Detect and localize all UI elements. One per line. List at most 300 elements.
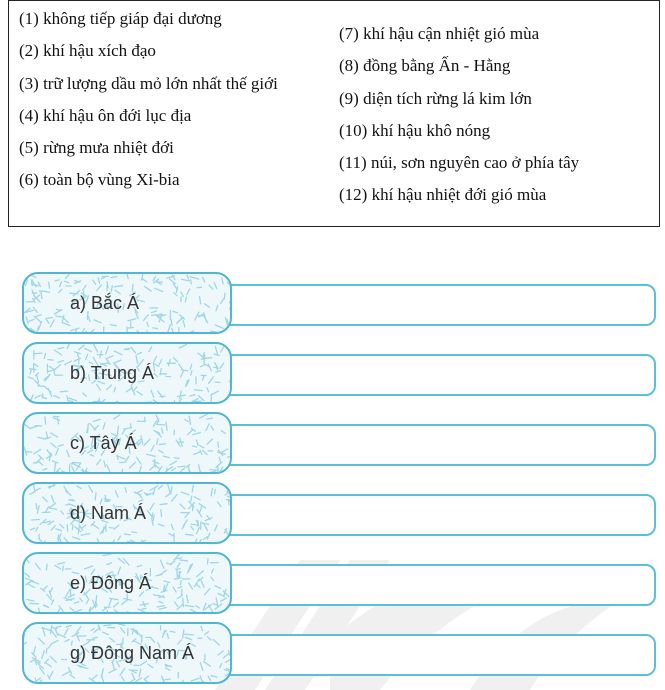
pattern-dash bbox=[200, 676, 203, 683]
pattern-dash bbox=[197, 571, 204, 577]
pattern-dash bbox=[25, 425, 30, 429]
pattern-dash bbox=[201, 663, 203, 671]
pattern-dash bbox=[38, 664, 43, 668]
pattern-dash bbox=[200, 297, 201, 304]
pattern-dash bbox=[216, 371, 221, 372]
pattern-dash bbox=[228, 541, 232, 544]
pattern-dash bbox=[139, 682, 140, 684]
pattern-dash bbox=[209, 285, 213, 289]
pattern-dash bbox=[30, 369, 36, 370]
pattern-dash bbox=[149, 472, 155, 474]
answer-field-tay-a[interactable] bbox=[206, 424, 656, 466]
pattern-dash bbox=[207, 439, 212, 444]
pattern-dash bbox=[51, 433, 58, 437]
pattern-dash bbox=[39, 461, 43, 465]
pattern-dash bbox=[205, 304, 210, 308]
pattern-dash bbox=[152, 315, 157, 316]
pattern-dash bbox=[151, 311, 156, 313]
pattern-dash bbox=[187, 275, 189, 279]
pattern-dash bbox=[155, 288, 163, 291]
pattern-dash bbox=[174, 554, 179, 560]
pattern-dash bbox=[58, 445, 63, 447]
region-label-pill bbox=[22, 412, 232, 474]
pattern-dash bbox=[191, 527, 194, 530]
pattern-dash bbox=[50, 473, 54, 475]
answer-field-nam-a[interactable] bbox=[206, 494, 656, 536]
pattern-dash bbox=[35, 315, 42, 317]
pattern-dash bbox=[119, 403, 124, 404]
pattern-dash bbox=[225, 660, 230, 663]
pattern-dash bbox=[109, 333, 110, 334]
region-label: e) Đông Á bbox=[70, 573, 152, 593]
pattern-dash bbox=[162, 428, 163, 433]
pattern-dash bbox=[37, 374, 39, 382]
pattern-dash bbox=[54, 350, 61, 355]
pattern-dash bbox=[47, 612, 49, 614]
pattern-dash bbox=[161, 510, 162, 517]
pattern-dash bbox=[187, 289, 190, 295]
region-row-dong-a bbox=[0, 550, 665, 614]
pattern-dash bbox=[45, 663, 51, 667]
pattern-dash bbox=[220, 467, 223, 472]
pattern-dash bbox=[215, 347, 217, 356]
pattern-dash bbox=[223, 654, 228, 658]
option-9: (9) diện tích rừng lá kim lớn bbox=[339, 88, 532, 108]
pattern-dash bbox=[153, 421, 156, 427]
pattern-dash bbox=[222, 278, 224, 284]
pattern-dash bbox=[191, 682, 199, 683]
pattern-dash bbox=[194, 497, 200, 500]
pattern-dash bbox=[157, 439, 158, 445]
pattern-dash bbox=[191, 280, 192, 284]
pattern-dash bbox=[24, 643, 26, 645]
pattern-dash bbox=[231, 295, 232, 298]
pattern-dash bbox=[138, 333, 145, 334]
pattern-dash bbox=[200, 450, 202, 454]
pattern-dash bbox=[58, 361, 64, 363]
pattern-dash bbox=[220, 664, 222, 668]
pattern-dash bbox=[181, 370, 187, 371]
pattern-dash bbox=[196, 606, 200, 608]
region-label-pill bbox=[22, 342, 232, 404]
pattern-dash bbox=[203, 376, 205, 380]
pattern-dash bbox=[30, 660, 34, 662]
pattern-dash bbox=[24, 635, 25, 639]
pattern-dash bbox=[199, 504, 205, 508]
pattern-dash bbox=[216, 305, 218, 310]
pattern-dash bbox=[154, 357, 157, 363]
pattern-dash bbox=[204, 355, 205, 364]
pattern-dash bbox=[167, 325, 170, 333]
pattern-dash bbox=[54, 365, 60, 370]
pattern-dash bbox=[172, 468, 176, 471]
pattern-dash bbox=[48, 360, 53, 361]
pattern-dash bbox=[189, 583, 193, 589]
pattern-dash bbox=[30, 370, 31, 374]
pattern-dash bbox=[56, 448, 59, 455]
pattern-dash bbox=[25, 573, 30, 577]
pattern-dash bbox=[190, 364, 191, 369]
pattern-dash bbox=[44, 541, 45, 544]
region-row-dong-nam-a bbox=[0, 620, 665, 684]
pattern-dash bbox=[27, 584, 34, 588]
pattern-dash bbox=[24, 447, 27, 455]
pattern-dash bbox=[182, 279, 190, 281]
region-label-pill bbox=[22, 272, 232, 334]
pattern-dash bbox=[179, 613, 185, 614]
pattern-dash bbox=[58, 563, 65, 565]
pattern-dash bbox=[172, 495, 177, 502]
region-row-nam-a bbox=[0, 480, 665, 544]
pattern-dash bbox=[163, 456, 169, 458]
pattern-dash bbox=[36, 527, 38, 531]
pattern-dash bbox=[33, 485, 34, 489]
pattern-dash bbox=[172, 328, 175, 334]
pattern-dash bbox=[38, 386, 44, 387]
options-right-column bbox=[339, 18, 579, 212]
option-11: (11) núi, sơn nguyên cao ở phía tây bbox=[339, 153, 580, 173]
pattern-dash bbox=[197, 510, 202, 517]
pattern-dash bbox=[56, 309, 61, 310]
pattern-dash bbox=[63, 566, 64, 571]
pattern-dash bbox=[190, 473, 194, 474]
pattern-dash bbox=[33, 462, 38, 463]
pattern-dash bbox=[34, 316, 40, 321]
pattern-dash bbox=[186, 534, 194, 535]
pattern-dash bbox=[53, 418, 60, 421]
pattern-dash bbox=[159, 359, 162, 364]
pattern-dash bbox=[153, 515, 154, 521]
pattern-dash bbox=[221, 431, 225, 434]
pattern-dash bbox=[153, 461, 159, 464]
pattern-dash bbox=[174, 293, 177, 296]
pattern-dash bbox=[51, 496, 54, 503]
pattern-dash bbox=[28, 377, 33, 379]
pattern-dash bbox=[181, 370, 184, 377]
pattern-dash bbox=[144, 331, 147, 334]
pattern-dash bbox=[66, 275, 70, 279]
pattern-dash bbox=[34, 471, 39, 474]
pattern-dash bbox=[46, 319, 49, 324]
pattern-dash bbox=[198, 353, 203, 357]
pattern-dash bbox=[67, 525, 68, 531]
pattern-dash bbox=[176, 440, 180, 447]
pattern-dash bbox=[209, 471, 216, 473]
option-7: (7) khí hậu cận nhiệt gió mùa bbox=[339, 24, 540, 43]
region-label: d) Nam Á bbox=[70, 503, 147, 523]
pattern-dash bbox=[151, 445, 154, 451]
pattern-dash bbox=[219, 457, 220, 462]
pattern-dash bbox=[166, 468, 167, 474]
pattern-dash bbox=[48, 643, 52, 648]
pattern-dash bbox=[185, 420, 189, 422]
pattern-dash bbox=[67, 396, 68, 401]
pattern-dash bbox=[32, 332, 34, 334]
pattern-dash bbox=[159, 601, 163, 603]
pattern-dash bbox=[159, 444, 165, 445]
region-label-pill bbox=[22, 552, 232, 614]
pattern-dash bbox=[180, 391, 182, 399]
pattern-dash bbox=[208, 559, 209, 564]
pattern-dash bbox=[200, 414, 208, 418]
pattern-dash bbox=[215, 525, 218, 531]
pattern-dash bbox=[49, 282, 50, 288]
pattern-dash bbox=[64, 629, 68, 635]
pattern-dash bbox=[212, 569, 214, 573]
pattern-dash bbox=[202, 523, 209, 524]
pattern-dash bbox=[25, 557, 29, 563]
pattern-dash bbox=[220, 681, 222, 684]
pattern-dash bbox=[153, 489, 155, 495]
pattern-dash bbox=[207, 418, 212, 419]
pattern-dash bbox=[195, 312, 199, 320]
pattern-dash bbox=[211, 488, 212, 496]
pattern-dash bbox=[34, 449, 41, 453]
pattern-dash bbox=[183, 321, 185, 327]
pattern-dash bbox=[60, 541, 65, 544]
pattern-dash bbox=[151, 587, 158, 589]
pattern-dash bbox=[44, 353, 45, 358]
pattern-dash bbox=[211, 331, 217, 332]
pattern-dash bbox=[144, 286, 151, 291]
pattern-dash bbox=[193, 539, 197, 544]
pattern-dash bbox=[228, 496, 232, 498]
region-label: c) Tây Á bbox=[70, 433, 137, 453]
pattern-dash bbox=[60, 391, 67, 392]
region-label-pill bbox=[22, 482, 232, 544]
pattern-dash bbox=[184, 333, 190, 334]
pattern-dash bbox=[227, 282, 232, 288]
pattern-dash bbox=[214, 367, 219, 368]
pattern-dash bbox=[110, 332, 112, 334]
pattern-dash bbox=[67, 344, 69, 348]
pattern-dash bbox=[210, 470, 219, 471]
pattern-dash bbox=[160, 504, 167, 505]
pattern-dash bbox=[196, 440, 198, 446]
pattern-dash bbox=[163, 402, 164, 404]
pattern-dash bbox=[30, 528, 34, 530]
pattern-dash bbox=[24, 532, 25, 533]
pattern-dash bbox=[26, 317, 28, 323]
pattern-dash bbox=[150, 503, 154, 510]
pattern-dash bbox=[141, 436, 143, 444]
pattern-dash bbox=[73, 543, 78, 544]
pattern-dash bbox=[200, 506, 202, 512]
pattern-dash bbox=[171, 319, 172, 325]
answer-field-dong-a[interactable] bbox=[206, 564, 656, 606]
pattern-dash bbox=[31, 581, 39, 584]
pattern-dash bbox=[156, 424, 164, 425]
pattern-dash bbox=[30, 328, 37, 333]
pattern-dash bbox=[29, 610, 34, 614]
pattern-dash bbox=[173, 357, 178, 362]
pattern-dash bbox=[209, 377, 214, 384]
pattern-dash bbox=[26, 279, 28, 286]
pattern-dash bbox=[198, 396, 204, 401]
option-10: (10) khí hậu khô nóng bbox=[339, 120, 491, 140]
pattern-dash bbox=[61, 511, 64, 514]
answer-field-trung-a[interactable] bbox=[206, 354, 656, 396]
pattern-dash bbox=[225, 670, 233, 673]
pattern-dash bbox=[55, 565, 61, 569]
pattern-dash bbox=[64, 281, 68, 282]
pattern-dash bbox=[51, 443, 56, 448]
region-row-trung-a bbox=[0, 340, 665, 404]
pattern-dash bbox=[193, 446, 197, 447]
pattern-dash bbox=[41, 291, 42, 298]
pattern-dash bbox=[215, 586, 221, 589]
pattern-dash bbox=[38, 322, 41, 330]
pattern-dash bbox=[171, 561, 175, 564]
pattern-dash bbox=[46, 648, 47, 653]
pattern-dash bbox=[190, 395, 195, 396]
pattern-dash bbox=[62, 322, 70, 325]
pattern-dash bbox=[205, 589, 210, 595]
pattern-dash bbox=[211, 426, 214, 430]
pattern-dash bbox=[183, 598, 184, 607]
pattern-dash bbox=[51, 526, 55, 530]
pattern-dash bbox=[58, 535, 59, 540]
option-6: (6) toàn bộ vùng Xi-bia bbox=[19, 170, 180, 190]
pattern-dash bbox=[161, 560, 164, 568]
pattern-dash bbox=[203, 450, 208, 454]
pattern-dash bbox=[186, 543, 192, 544]
pattern-dash bbox=[166, 422, 167, 430]
pattern-dash bbox=[177, 563, 180, 567]
pattern-dash bbox=[177, 318, 182, 323]
pattern-dash bbox=[159, 608, 166, 610]
pattern-dash bbox=[31, 275, 36, 277]
pattern-dash bbox=[227, 626, 231, 630]
pattern-dash bbox=[158, 485, 162, 489]
pattern-dash bbox=[201, 626, 203, 630]
pattern-dash bbox=[24, 627, 29, 632]
pattern-dash bbox=[215, 363, 218, 367]
pattern-dash bbox=[39, 683, 44, 685]
pattern-dash bbox=[60, 524, 64, 528]
pattern-dash bbox=[186, 331, 194, 334]
pattern-dash bbox=[62, 471, 70, 474]
pattern-dash bbox=[36, 504, 37, 510]
pattern-dash bbox=[157, 606, 164, 607]
pattern-dash bbox=[208, 676, 210, 680]
pattern-dash bbox=[168, 485, 171, 494]
pattern-dash bbox=[181, 292, 183, 296]
pattern-dash bbox=[207, 637, 211, 640]
pattern-dash bbox=[225, 673, 230, 676]
pattern-dash bbox=[54, 396, 60, 399]
pattern-dash bbox=[170, 461, 177, 465]
option-12: (12) khí hậu nhiệt đới gió mùa bbox=[339, 185, 547, 205]
pattern-dash bbox=[188, 429, 193, 434]
option-2: (2) khí hậu xích đạo bbox=[19, 41, 156, 61]
pattern-dash bbox=[203, 277, 205, 281]
pattern-dash bbox=[231, 346, 232, 351]
pattern-dash bbox=[43, 497, 48, 502]
region-label-pill bbox=[22, 622, 232, 684]
pattern-dash bbox=[227, 466, 231, 469]
pattern-dash bbox=[166, 494, 170, 497]
pattern-dash bbox=[33, 647, 35, 655]
pattern-dash bbox=[144, 315, 149, 321]
pattern-dash bbox=[58, 471, 59, 474]
pattern-dash bbox=[44, 521, 50, 523]
pattern-dash bbox=[181, 492, 189, 495]
option-1: (1) không tiếp giáp đại dương bbox=[19, 9, 222, 28]
option-3: (3) trữ lượng dầu mỏ lớn nhất thế giới bbox=[19, 73, 278, 93]
option-5: (5) rừng mưa nhiệt đới bbox=[19, 138, 174, 158]
pattern-dash bbox=[150, 465, 156, 470]
pattern-dash bbox=[44, 586, 47, 589]
pattern-dash bbox=[230, 308, 232, 313]
pattern-dash bbox=[224, 293, 225, 299]
pattern-dash bbox=[200, 445, 204, 448]
pattern-dash bbox=[147, 322, 148, 326]
pattern-dash bbox=[201, 581, 204, 587]
option-4: (4) khí hậu ôn đới lục địa bbox=[19, 105, 192, 125]
pattern-dash bbox=[153, 328, 158, 329]
pattern-dash bbox=[193, 433, 201, 435]
pattern-dash bbox=[194, 452, 200, 454]
pattern-dash bbox=[179, 364, 182, 369]
pattern-dash bbox=[37, 506, 39, 513]
pattern-dash bbox=[176, 558, 182, 559]
pattern-dash bbox=[156, 574, 162, 576]
pattern-dash bbox=[147, 454, 156, 456]
pattern-dash bbox=[215, 490, 216, 494]
pattern-dash bbox=[215, 325, 223, 328]
answer-field-bac-a[interactable] bbox=[206, 284, 656, 326]
answer-field-dong-nam-a[interactable] bbox=[206, 634, 656, 676]
pattern-dash bbox=[159, 450, 164, 453]
pattern-dash bbox=[189, 416, 191, 424]
pattern-dash bbox=[47, 333, 48, 334]
pattern-dash bbox=[137, 457, 142, 464]
pattern-dash bbox=[58, 418, 59, 424]
pattern-dash bbox=[49, 504, 55, 508]
pattern-dash bbox=[50, 672, 53, 679]
pattern-dash bbox=[178, 587, 182, 589]
pattern-dash bbox=[180, 560, 188, 561]
pattern-dash bbox=[211, 676, 217, 678]
pattern-dash bbox=[207, 388, 209, 392]
options-box bbox=[8, 0, 660, 227]
pattern-dash bbox=[35, 395, 41, 398]
pattern-dash bbox=[221, 299, 224, 304]
pattern-dash bbox=[26, 578, 34, 581]
pattern-dash bbox=[67, 450, 70, 457]
pattern-dash bbox=[218, 502, 221, 507]
pattern-dash bbox=[30, 492, 36, 495]
pattern-dash bbox=[51, 588, 53, 592]
pattern-dash bbox=[229, 651, 230, 656]
pattern-dash bbox=[38, 638, 44, 644]
pattern-dash bbox=[154, 374, 158, 377]
pattern-dash bbox=[144, 439, 150, 445]
pattern-dash bbox=[51, 626, 52, 634]
pattern-dash bbox=[50, 320, 54, 327]
pattern-dash bbox=[65, 640, 69, 642]
pattern-dash bbox=[47, 614, 52, 615]
pattern-dash bbox=[206, 424, 209, 431]
pattern-dash bbox=[35, 353, 43, 354]
pattern-dash bbox=[169, 534, 174, 536]
pattern-dash bbox=[39, 608, 40, 614]
pattern-dash bbox=[220, 363, 223, 368]
pattern-dash bbox=[34, 364, 37, 367]
pattern-dash bbox=[185, 605, 194, 606]
pattern-dash bbox=[56, 316, 62, 317]
